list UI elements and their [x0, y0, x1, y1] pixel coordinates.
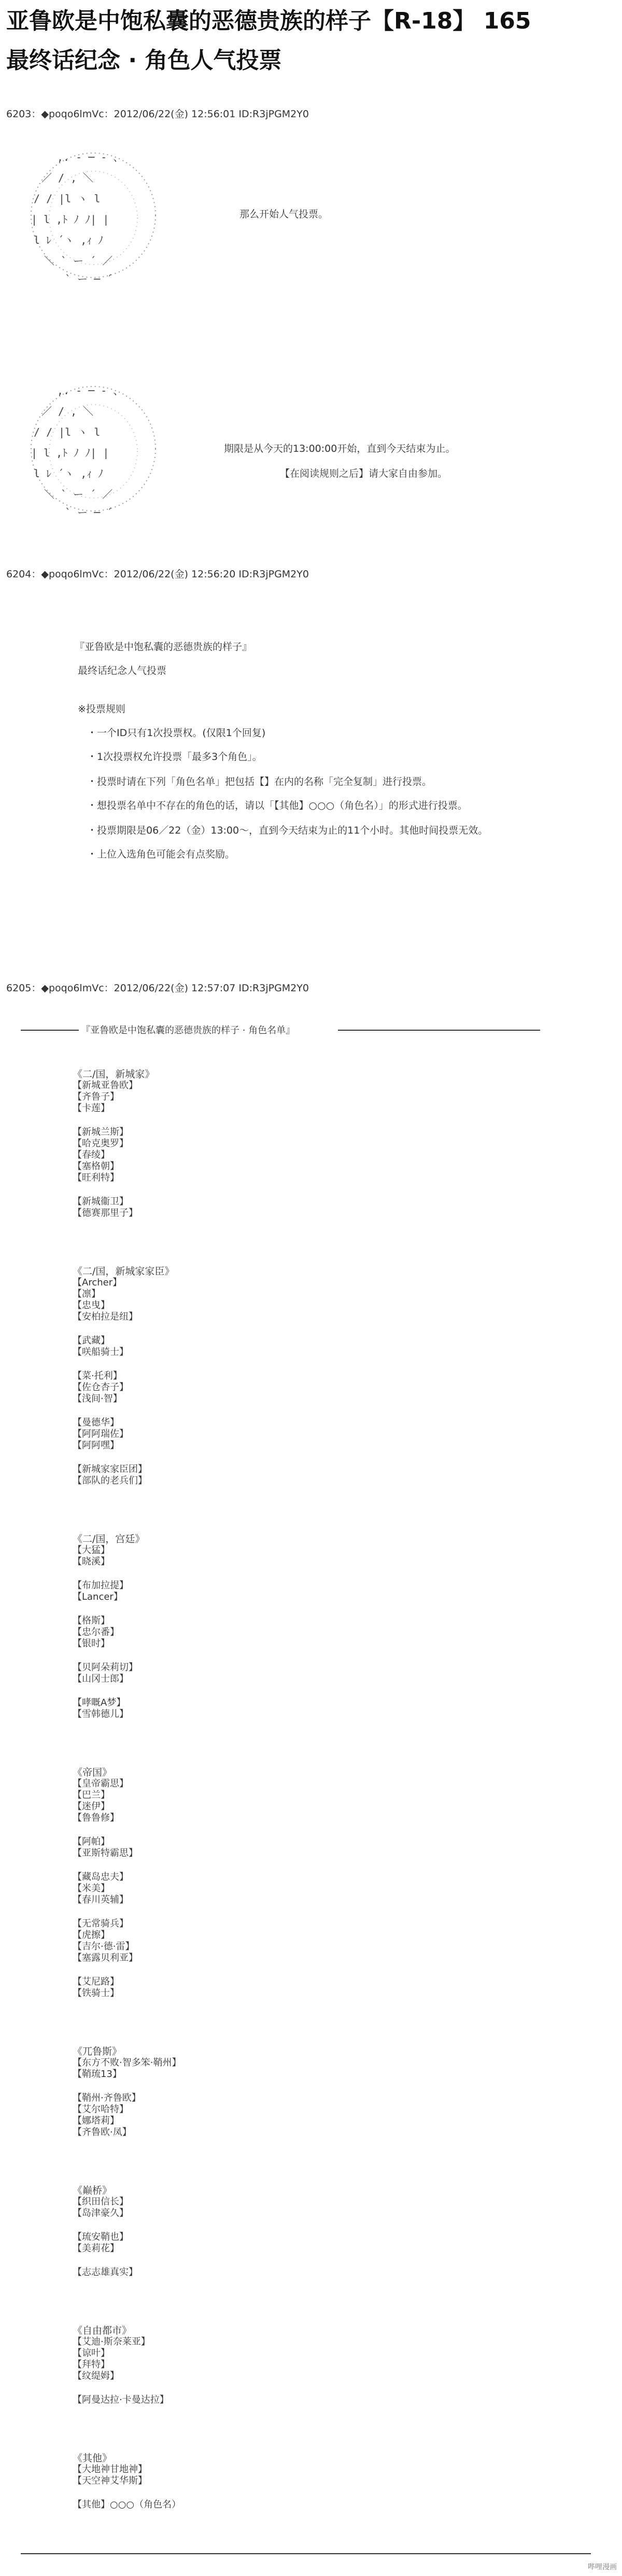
- character-entry: 【格斯】: [73, 1615, 110, 1626]
- character-entry: 【晓溪】: [73, 1556, 110, 1567]
- post-text: 那么开始人气投票。: [239, 209, 329, 220]
- character-entry: 【虎擦】: [73, 1930, 110, 1941]
- svg-text:/ / |l ヽ l: / / |l ヽ l: [34, 192, 101, 205]
- post-text: 【在阅读规则之后】请大家自由参加。: [280, 468, 448, 479]
- list-spacer: [73, 1650, 384, 1662]
- svg-text:| l ,ﾄ ﾉ ﾉ| |: | l ,ﾄ ﾉ ﾉ| |: [31, 213, 109, 226]
- post-header: 6205：◆poqo6lmVc：2012/06/22(金) 12:57:07 ID:R3jPGM2Y0: [6, 982, 309, 994]
- character-entry: 【旺利特】: [73, 1172, 119, 1183]
- svg-text:＼ ` ー ´ ／: ＼ ` ー ´ ／: [44, 488, 113, 501]
- character-entry: 【艾迪·斯奈莱亚】: [73, 2336, 150, 2347]
- character-entry: 【塞露贝利亚】: [73, 1952, 138, 1963]
- list-spacer: [73, 2080, 384, 2093]
- group-heading: 《帝国》: [73, 1767, 112, 1778]
- character-entry: 【Lancer】: [73, 1591, 123, 1602]
- page-title: 亚鲁欧是中饱私囊的恶德贵族的样子【R-18】 165: [6, 8, 531, 34]
- character-entry: 【Archer】: [73, 1277, 122, 1288]
- svg-text:,. - ─ - 、: ,. - ─ - 、: [57, 384, 124, 397]
- rules-line: 『亚鲁欧是中饱私囊的恶德贵族的样子』: [75, 641, 252, 653]
- svg-text:` ー ─ ´: ` ー ─ ´: [65, 273, 113, 285]
- group-heading: 《二/国，新城家家臣》: [73, 1266, 175, 1277]
- rules-line: ・1次投票权允许投票「最多3个角色」。: [87, 751, 262, 763]
- character-entry: 【新城兰斯】: [73, 1127, 129, 1138]
- character-entry: 【铁骑士】: [73, 1988, 119, 1999]
- page-subtitle: 最终话纪念 · 角色人气投票: [6, 47, 282, 74]
- character-entry: 【美莉花】: [73, 2243, 119, 2254]
- group-spacer: [73, 1487, 384, 1533]
- list-spacer: [73, 1859, 384, 1872]
- character-entry: 【其他】○○○（角色名）: [73, 2499, 181, 2510]
- character-entry: 【岛津豪久】: [73, 2208, 129, 2219]
- list-spacer: [73, 1405, 384, 1417]
- character-entry: 【新城家家臣团】: [73, 1464, 147, 1475]
- character-entry: 【哮嘅A梦】: [73, 1697, 126, 1708]
- rules-line: ・投票期限是06／22（金）13:00～，直到今天结束为止的11个小时。其他时间投票无效。: [87, 825, 488, 836]
- character-entry: 【菜·托利】: [73, 1370, 122, 1381]
- character-entry: 【艾尔哈特】: [73, 2104, 129, 2115]
- character-entry: 【娜塔莉】: [73, 2115, 119, 2126]
- character-entry: 【阿阿嘿】: [73, 1440, 119, 1451]
- character-entry: 【齐鲁欧·凤】: [73, 2127, 132, 2138]
- ascii-art-figure: [21, 373, 176, 529]
- character-entry: 【谅叶】: [73, 2348, 110, 2359]
- character-entry: 【阿阿瑞佐】: [73, 1429, 129, 1439]
- rules-line: ・投票时请在下列「角色名单」把包括【】在内的名称「完全复制」进行投票。: [87, 776, 432, 787]
- character-entry: 【新城衞卫】: [73, 1196, 129, 1207]
- group-heading: 《二/国，新城家》: [73, 1069, 155, 1080]
- character-entry: 【雪韩德儿】: [73, 1709, 129, 1720]
- character-entry: 【阿帕】: [73, 1836, 110, 1847]
- svg-text:l ﾚ ´ヽ ,ｨ ﾉ: l ﾚ ´ヽ ,ｨ ﾉ: [34, 234, 104, 246]
- group-spacer: [73, 1720, 384, 1767]
- character-entry: 【纹缇姆】: [73, 2371, 119, 2381]
- character-entry: 【大地神甘地神】: [73, 2464, 147, 2475]
- character-entry: 【鞘州·齐鲁欧】: [73, 2093, 141, 2103]
- character-entry: 【曼德华】: [73, 1417, 119, 1428]
- svg-text:,. - ─ - 、: ,. - ─ - 、: [57, 151, 124, 163]
- list-spacer: [73, 1323, 384, 1335]
- character-entry: 【部队的老兵们】: [73, 1475, 147, 1486]
- character-entry: 【无常骑兵】: [73, 1918, 129, 1929]
- list-title: 『亚鲁欧是中饱私囊的恶德贵族的样子 · 角色名单』: [81, 1025, 295, 1036]
- watermark: 哔哩漫画: [588, 2563, 617, 2571]
- list-spacer: [73, 1906, 384, 1918]
- character-entry: 【米美】: [73, 1883, 110, 1894]
- character-entry: 【艾尼路】: [73, 1976, 119, 1987]
- group-heading: 《二/国，宫廷》: [73, 1533, 145, 1545]
- rules-line: ・一个ID只有1次投票权。(仅限1个回复): [87, 727, 266, 739]
- character-entry: 【德赛那里子】: [73, 1208, 138, 1218]
- list-spacer: [73, 1114, 384, 1127]
- rules-line: 最终话纪念人气投票: [78, 665, 167, 676]
- svg-text:l ﾚ ´ヽ ,ｨ ﾉ: l ﾚ ´ヽ ,ｨ ﾉ: [34, 467, 104, 480]
- character-entry: 【布加拉提】: [73, 1580, 129, 1591]
- svg-text:／ / , ＼: ／ / , ＼: [41, 172, 94, 184]
- list-spacer: [73, 1184, 384, 1196]
- group-spacer: [73, 2138, 384, 2185]
- group-spacer: [73, 1999, 384, 2046]
- list-spacer: [73, 2487, 384, 2499]
- list-spacer: [73, 1685, 384, 1697]
- divider: [338, 1030, 540, 1031]
- character-entry: 【春绫】: [73, 1149, 110, 1160]
- list-spacer: [73, 1451, 384, 1464]
- svg-text:/ / |l ヽ l: / / |l ヽ l: [34, 426, 101, 438]
- post-header: 6203：◆poqo6lmVc：2012/06/22(金) 12:56:01 ID:R3jPGM2Y0: [6, 108, 309, 120]
- character-entry: 【天空神艾华斯】: [73, 2475, 147, 2486]
- character-entry: 【皇帝霸思】: [73, 1778, 129, 1789]
- list-spacer: [73, 2254, 384, 2267]
- character-entry: 【忠曳】: [73, 1300, 110, 1311]
- group-heading: 《巅桥》: [73, 2185, 112, 2196]
- list-spacer: [73, 2219, 384, 2232]
- character-entry: 【贝阿朵莉切】: [73, 1662, 138, 1673]
- character-entry: 【鞘琉13】: [73, 2069, 122, 2080]
- character-entry: 【巴兰】: [73, 1790, 110, 1801]
- group-spacer: [73, 2406, 384, 2453]
- character-entry: 【塞格朝】: [73, 1161, 119, 1172]
- character-entry: 【卡莲】: [73, 1103, 110, 1114]
- list-spacer: [73, 2382, 384, 2394]
- character-entry: 【山冈士郎】: [73, 1673, 129, 1684]
- character-entry: 【大猛】: [73, 1545, 110, 1556]
- group-heading: 《兀鲁斯》: [73, 2046, 122, 2057]
- character-entry: 【佐仓杏子】: [73, 1382, 129, 1393]
- character-entry: 【拜特】: [73, 2359, 110, 2370]
- list-spacer: [73, 1358, 384, 1370]
- character-entry: 【藏岛忠夫】: [73, 1872, 129, 1882]
- character-entry: 【哈克奥罗】: [73, 1138, 129, 1149]
- group-heading: 《其他》: [73, 2453, 112, 2464]
- character-entry: 【咲船骑士】: [73, 1347, 129, 1358]
- svg-text:＼ ` ー ´ ／: ＼ ` ー ´ ／: [44, 255, 113, 267]
- post-header: 6204：◆poqo6lmVc：2012/06/22(金) 12:56:20 ID:R3jPGM2Y0: [6, 569, 309, 580]
- character-entry: 【浅间·智】: [73, 1393, 122, 1404]
- svg-text:／ / , ＼: ／ / , ＼: [41, 405, 94, 418]
- svg-text:` ー ─ ´: ` ー ─ ´: [65, 506, 113, 519]
- group-spacer: [73, 1219, 384, 1266]
- rules-heading: ※投票规则: [78, 703, 125, 715]
- character-entry: 【银时】: [73, 1638, 110, 1649]
- character-entry: 【春川英辅】: [73, 1894, 129, 1905]
- group-spacer: [73, 2278, 384, 2325]
- character-entry: 【武藏】: [73, 1335, 110, 1346]
- divider: [21, 2553, 591, 2554]
- character-entry: 【亚斯特霸思】: [73, 1848, 138, 1859]
- divider: [21, 1030, 79, 1031]
- svg-text:| l ,ﾄ ﾉ ﾉ| |: | l ,ﾄ ﾉ ﾉ| |: [31, 447, 109, 459]
- character-list: [73, 1069, 384, 2511]
- post-text: 期限是从今天的13:00:00开始，直到今天结束为止。: [224, 443, 456, 454]
- group-heading: 《自由都市》: [73, 2325, 132, 2336]
- rules-line: ・上位入选角色可能会有点奖励。: [87, 849, 235, 860]
- character-entry: 【鲁鲁修】: [73, 1812, 119, 1823]
- character-entry: 【安柏拉是纽】: [73, 1311, 138, 1322]
- character-entry: 【迷伊】: [73, 1801, 110, 1812]
- character-entry: 【琉安鞘也】: [73, 2232, 129, 2242]
- ascii-art-figure: [21, 140, 176, 296]
- character-entry: 【织田信长】: [73, 2196, 129, 2207]
- character-entry: 【齐鲁子】: [73, 1091, 119, 1102]
- character-entry: 【志志雄真实】: [73, 2267, 138, 2278]
- character-entry: 【东方不败·智多笨·鞘州】: [73, 2057, 181, 2068]
- list-spacer: [73, 1568, 384, 1580]
- character-entry: 【凛】: [73, 1289, 101, 1299]
- list-spacer: [73, 1964, 384, 1976]
- character-entry: 【忠尔番】: [73, 1627, 119, 1638]
- list-spacer: [73, 1603, 384, 1615]
- character-entry: 【新城亚鲁欧】: [73, 1080, 138, 1091]
- rules-line: ・想投票名单中不存在的角色的话，请以「【其他】○○○（角色名）」的形式进行投票。: [87, 800, 468, 811]
- list-spacer: [73, 1824, 384, 1836]
- character-entry: 【吉尔·德·雷】: [73, 1941, 135, 1952]
- character-entry: 【阿曼达拉·卡曼达拉】: [73, 2394, 169, 2405]
